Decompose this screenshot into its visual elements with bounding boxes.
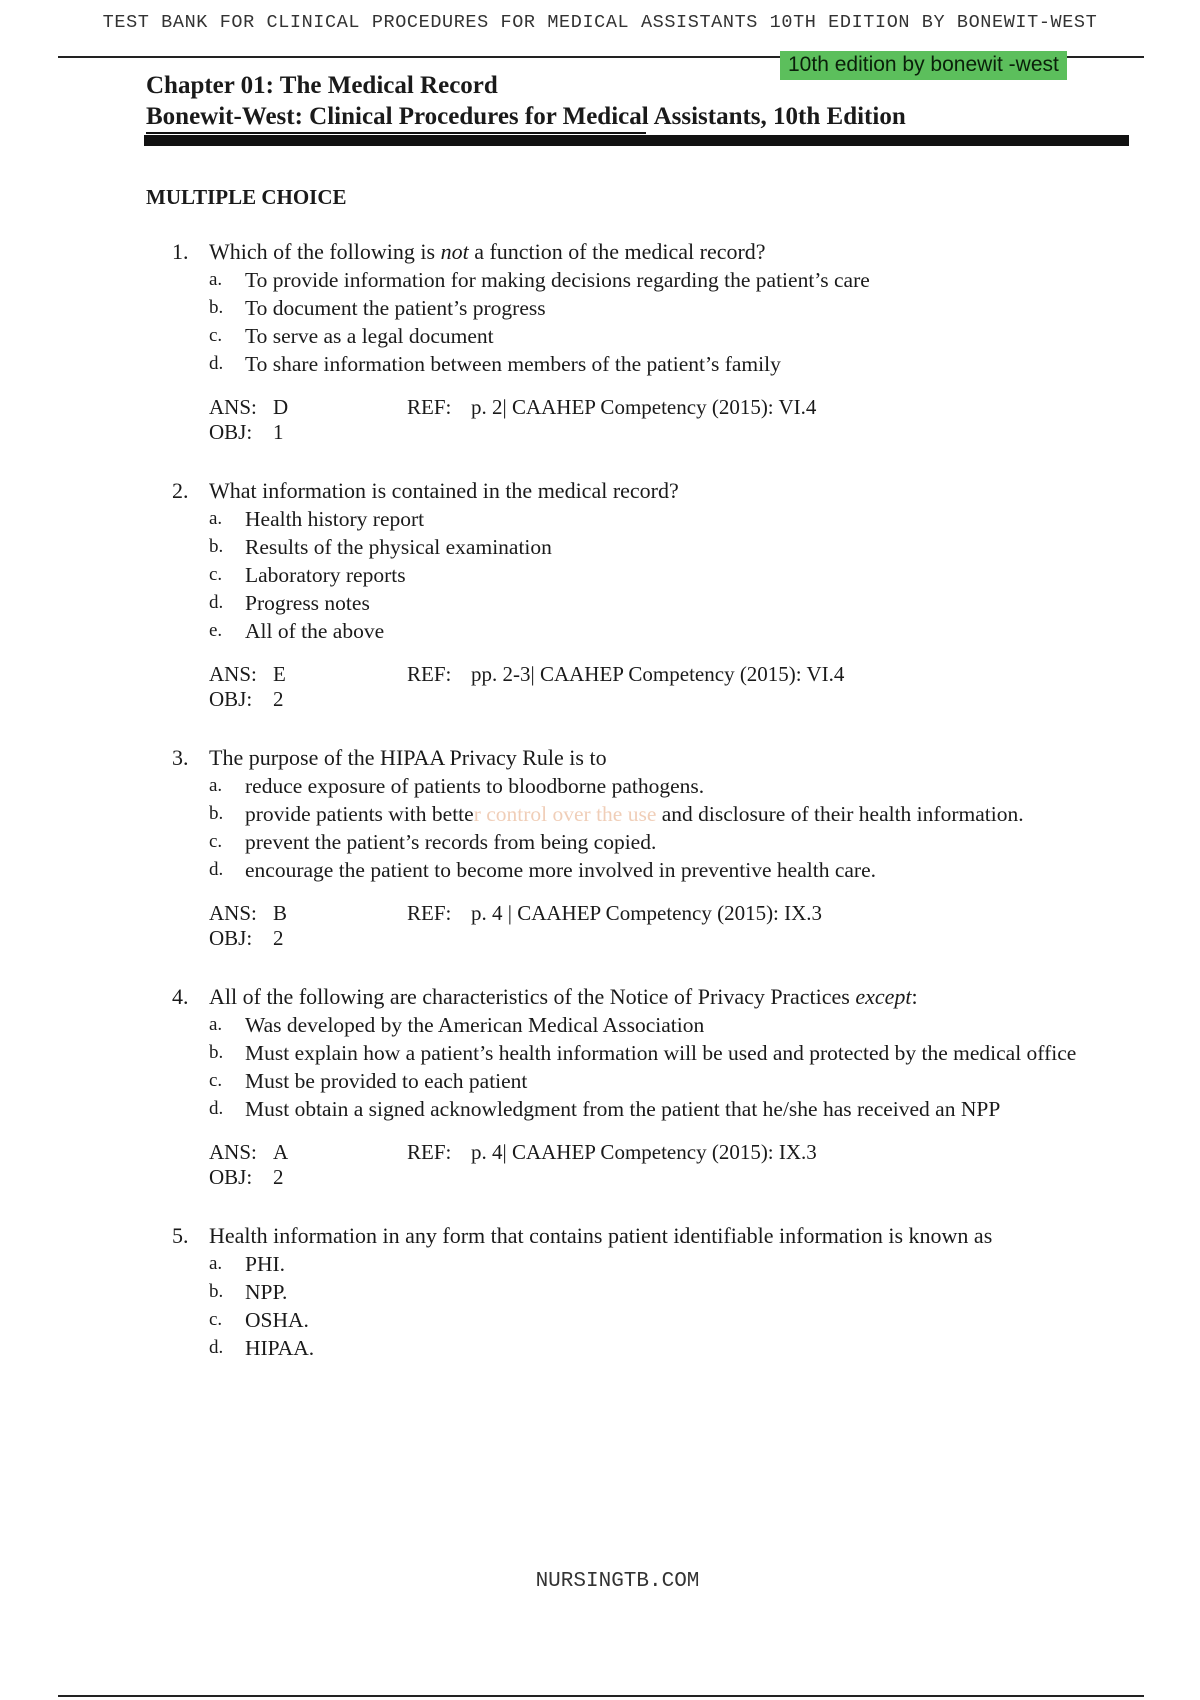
obj-label: OBJ: [209, 687, 253, 711]
option-text: All of the above [245, 619, 385, 643]
obj-value: 2 [273, 1165, 284, 1189]
option-text: Must obtain a signed acknowledgment from the patient that he/she has received an NPP [245, 1097, 1001, 1121]
option [209, 294, 1102, 322]
option-letter: d. [209, 1337, 224, 1358]
ref-label: REF: [407, 395, 452, 419]
question-number: 4. [172, 984, 189, 1009]
option-letter: a. [209, 1014, 223, 1035]
option-list [209, 505, 1102, 645]
option [209, 1039, 1102, 1067]
question-1 [172, 238, 1102, 445]
option [209, 350, 1102, 378]
answer-block [209, 395, 1102, 445]
option-letter: d. [209, 592, 224, 613]
option-letter: b. [209, 803, 224, 824]
option-text: PHI. [245, 1252, 286, 1276]
option-letter: d. [209, 1098, 224, 1119]
question-text [209, 983, 1102, 1011]
option [209, 1306, 1102, 1334]
option-letter: c. [209, 831, 223, 852]
ans-label: ANS: [209, 395, 257, 419]
ans-label: ANS: [209, 1140, 257, 1164]
option-text: encourage the patient to become more involved in preventive health care. [245, 858, 876, 882]
question-text [209, 238, 1102, 266]
option [209, 1067, 1102, 1095]
option [209, 828, 1102, 856]
option [209, 800, 1102, 828]
objective-row [209, 420, 1102, 445]
stem-part: All of the following are characteristics of the Notice of Privacy Practices [209, 984, 856, 1009]
stem-part: a function of the medical record? [468, 239, 766, 264]
option [209, 1250, 1102, 1278]
option-list [209, 1011, 1102, 1123]
option-text-part: provide patients with bette [245, 802, 474, 826]
answer-row [209, 395, 1102, 420]
objective-row [209, 687, 1102, 712]
option-text-part: and disclosure of their health information. [661, 802, 1024, 826]
ans-value: D [273, 395, 289, 419]
question-4 [172, 983, 1102, 1190]
option-letter: b. [209, 1281, 224, 1302]
stem-part: : [911, 984, 918, 1009]
question-stem [172, 744, 1102, 772]
option-letter: c. [209, 1309, 223, 1330]
ref-value: pp. 2-3| CAAHEP Competency (2015): VI.4 [471, 662, 845, 686]
option-text: Results of the physical examination [245, 535, 552, 559]
stem-part: Which of the following is [209, 239, 441, 264]
edition-highlight-badge: 10th edition by bonewit -west [780, 51, 1067, 80]
option-letter: c. [209, 564, 223, 585]
question-5 [172, 1222, 1102, 1362]
answer-block [209, 662, 1102, 712]
ref-label: REF: [407, 1140, 452, 1164]
option-text: OSHA. [245, 1308, 309, 1332]
answer-row [209, 1140, 1102, 1165]
question-number: 3. [172, 745, 189, 770]
option-text: reduce exposure of patients to bloodborne pathogens. [245, 774, 705, 798]
question-3 [172, 744, 1102, 951]
option [209, 617, 1102, 645]
question-2 [172, 477, 1102, 712]
ref-value: p. 4| CAAHEP Competency (2015): IX.3 [471, 1140, 817, 1164]
footer-divider [58, 1695, 1144, 1697]
title-underline [146, 132, 646, 134]
question-text: What information is contained in the medical record? [209, 478, 679, 503]
option-letter: a. [209, 269, 223, 290]
option [209, 589, 1102, 617]
question-text: The purpose of the HIPAA Privacy Rule is to [209, 745, 607, 770]
option-letter: b. [209, 1042, 224, 1063]
question-text: Health information in any form that contains patient identifiable information is known as [209, 1223, 993, 1248]
option-text: prevent the patient’s records from being copied. [245, 830, 657, 854]
option-list [209, 1250, 1102, 1362]
option-letter: d. [209, 859, 224, 880]
option-text: To provide information for making decisions regarding the patient’s care [245, 268, 870, 292]
question-number: 5. [172, 1223, 189, 1248]
stem-emphasis: except [855, 984, 912, 1009]
obj-value: 2 [273, 687, 284, 711]
option [209, 1278, 1102, 1306]
objective-row [209, 926, 1102, 951]
watermark-overlay-text: r control over the use [473, 802, 662, 826]
ref-value: p. 4 | CAAHEP Competency (2015): IX.3 [471, 901, 823, 925]
option-text: To share information between members of the patient’s family [245, 352, 781, 376]
footer-site: NURSINGTB.COM [535, 1570, 700, 1593]
option-list [209, 772, 1102, 884]
option-text: To serve as a legal document [245, 324, 494, 348]
option-text: Must be provided to each patient [245, 1069, 528, 1093]
obj-value: 2 [273, 926, 284, 950]
option [209, 1011, 1102, 1039]
obj-value: 1 [273, 420, 284, 444]
running-header: TEST BANK FOR CLINICAL PROCEDURES FOR MEDICAL ASSISTANTS 10TH EDITION BY BONEWIT-WEST [102, 12, 1098, 33]
option-text [245, 800, 1102, 828]
option [209, 1095, 1102, 1123]
option-text: HIPAA. [245, 1336, 315, 1360]
ans-value: B [273, 901, 288, 925]
option [209, 533, 1102, 561]
title-rule [144, 135, 1129, 146]
answer-block [209, 901, 1102, 951]
section-heading: MULTIPLE CHOICE [146, 185, 347, 209]
ref-label: REF: [407, 662, 452, 686]
question-number: 2. [172, 478, 189, 503]
option-text: To document the patient’s progress [245, 296, 546, 320]
ans-label: ANS: [209, 901, 257, 925]
option-letter: c. [209, 325, 223, 346]
option-letter: b. [209, 297, 224, 318]
option-text: NPP. [245, 1280, 288, 1304]
question-stem [172, 477, 1102, 505]
option-letter: d. [209, 353, 224, 374]
option-text: Health history report [245, 507, 425, 531]
option [209, 856, 1102, 884]
chapter-title: Chapter 01: The Medical Record [146, 72, 498, 99]
option [209, 772, 1102, 800]
question-stem [172, 1222, 1102, 1250]
ref-label: REF: [407, 901, 452, 925]
ref-value: p. 2| CAAHEP Competency (2015): VI.4 [471, 395, 817, 419]
answer-block [209, 1140, 1102, 1190]
answer-row [209, 662, 1102, 687]
option-letter: e. [209, 620, 223, 641]
ans-value: E [273, 662, 286, 686]
option-letter: a. [209, 508, 223, 529]
question-number: 1. [172, 239, 189, 264]
obj-label: OBJ: [209, 926, 253, 950]
answer-row [209, 901, 1102, 926]
question-list [172, 238, 1102, 1394]
option-letter: a. [209, 775, 223, 796]
objective-row [209, 1165, 1102, 1190]
option [209, 561, 1102, 589]
question-stem [172, 983, 1102, 1011]
question-stem [172, 238, 1102, 266]
option [209, 322, 1102, 350]
option-letter: c. [209, 1070, 223, 1091]
stem-emphasis: not [440, 239, 469, 264]
obj-label: OBJ: [209, 1165, 253, 1189]
option-list [209, 266, 1102, 378]
option-letter: a. [209, 1253, 223, 1274]
option [209, 505, 1102, 533]
option [209, 1334, 1102, 1362]
option [209, 266, 1102, 294]
option-text: Progress notes [245, 591, 370, 615]
option-letter: b. [209, 536, 224, 557]
ans-value: A [273, 1140, 289, 1164]
option-text: Laboratory reports [245, 563, 406, 587]
option-text: Must explain how a patient’s health information will be used and protected by the medical office [245, 1041, 1077, 1065]
option-text: Was developed by the American Medical Association [245, 1013, 705, 1037]
ans-label: ANS: [209, 662, 257, 686]
book-title: Bonewit-West: Clinical Procedures for Medical Assistants, 10th Edition [146, 103, 906, 130]
obj-label: OBJ: [209, 420, 253, 444]
